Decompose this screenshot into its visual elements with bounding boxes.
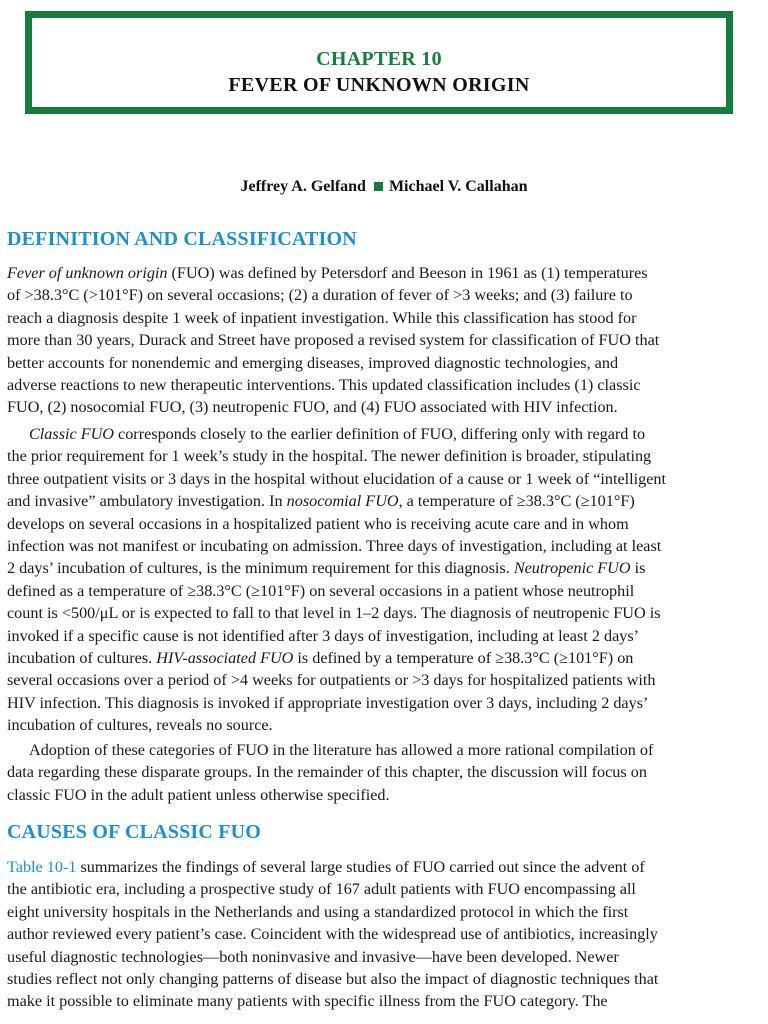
text-line: of >38.3°C (>101°F) on several occasions; (2) a duration of fever of >3 weeks; and (3) failure to [7, 286, 633, 305]
text-line: Classic FUO corresponds closely to the earlier definition of FUO, differing only with regard to [29, 425, 646, 443]
chapter-title: FEVER OF UNKNOWN ORIGIN [228, 74, 530, 96]
text-line: several occasions over a period of >4 weeks for outpatients or >3 days for hospitalized patients with [7, 671, 656, 690]
paragraph-causes [7, 856, 763, 1013]
author-separator-square [374, 182, 383, 191]
text-line: Table 10-1 summarizes the findings of several large studies of FUO carried out since the advent of [7, 858, 645, 876]
text-line: and invasive” ambulatory investigation. In nosocomial FUO, a temperature of ≥38.3°C (≥101°F) [7, 492, 635, 511]
text-line: eight university hospitals in the Netherlands and using a standardized protocol in which the first [7, 902, 629, 921]
text-line: reach a diagnosis despite 1 week of inpatient investigation. While this classification has stood for [7, 308, 637, 327]
text-line: develops on several occasions in a hospitalized patient who is receiving acute care and in whom [7, 514, 629, 533]
italic-term: Classic FUO [29, 425, 114, 443]
chapter-title-box [25, 11, 733, 114]
text-line: defined as a temperature of ≥38.3°C (≥101°F) on several occasions in a patient whose neutrophil [7, 581, 635, 600]
text-line: Adoption of these categories of FUO in the literature has allowed a more rational compilation of [29, 741, 654, 759]
chapter-number: CHAPTER 10 [316, 48, 442, 70]
author-line [0, 178, 768, 196]
table-reference-link[interactable]: Table 10-1 [7, 858, 77, 876]
paragraph-classic-fuo [7, 423, 763, 737]
paragraph-adoption [7, 739, 763, 806]
italic-term: Neutropenic FUO [513, 559, 631, 578]
text-line: Fever of unknown origin (FUO) was defined by Petersdorf and Beeson in 1961 as (1) temperatures [7, 264, 648, 282]
author-name: Michael V. Callahan [388, 178, 528, 195]
text-line: studies reflect not only changing patterns of disease but also the impact of diagnostic techniques that [7, 970, 659, 989]
text-line: better accounts for nonendemic and emerging diseases, improved diagnostic technologies, and [7, 353, 619, 372]
text-line: infection was not manifest or incubating on admission. Three days of investigation, including at least [7, 537, 662, 556]
text-line: invoked if a specific cause is not identified after 3 days of investigation, including at least 2 days’ [7, 626, 640, 645]
text-line: more than 30 years, Durack and Street have proposed a revised system for classification of FUO that [7, 331, 660, 350]
italic-term: Fever of unknown origin [7, 264, 168, 282]
text-line: three outpatient visits or 3 days in the hospital without elucidation of a cause or 1 week of “intelligent [7, 469, 667, 488]
text-line: data regarding these disparate groups. In the remainder of this chapter, the discussion will focus on [7, 763, 647, 782]
text-line: adverse reactions to new therapeutic interventions. This updated classification includes (1) classic [7, 376, 641, 395]
text-line: the antibiotic era, including a prospective study of 167 adult patients with FUO encompassing all [7, 880, 636, 899]
text-line: classic FUO in the adult patient unless otherwise specified. [7, 785, 390, 804]
text-line: FUO, (2) nosocomial FUO, (3) neutropenic FUO, and (4) FUO associated with HIV infection. [7, 398, 618, 417]
section-heading-definition: DEFINITION AND CLASSIFICATION [7, 228, 357, 250]
text-line: incubation of cultures. HIV-associated FUO is defined by a temperature of ≥38.3°C (≥101°F) on [7, 649, 634, 668]
italic-term: HIV-associated FUO [156, 649, 294, 668]
italic-term: nosocomial FUO [286, 492, 399, 511]
text-line: make it possible to eliminate many patients with specific illness from the FUO category. The [7, 992, 608, 1011]
text-line: author reviewed every patient’s case. Coincident with the widespread use of antibiotics, increasingly [7, 925, 658, 944]
section-heading-causes: CAUSES OF CLASSIC FUO [7, 821, 262, 843]
text-line: HIV infection. This diagnosis is invoked if appropriate investigation over 3 days, including 2 days’ [7, 693, 649, 712]
text-line: incubation of cultures, reveals no source. [7, 716, 273, 735]
text-line: 2 days’ incubation of cultures, is the minimum requirement for this diagnosis. Neutropenic FUO is [7, 559, 646, 578]
text-line: count is <500/μL or is expected to fall to that level in 1–2 days. The diagnosis of neutropenic FUO is [7, 604, 661, 623]
text-line: useful diagnostic technologies—both noninvasive and invasive—have been developed. Newer [7, 947, 619, 966]
paragraph-definition [7, 262, 763, 419]
text-line: the prior requirement for 1 week’s study in the hospital. The newer definition is broader, stipulating [7, 447, 652, 466]
author-name: Jeffrey A. Gelfand [240, 178, 366, 195]
